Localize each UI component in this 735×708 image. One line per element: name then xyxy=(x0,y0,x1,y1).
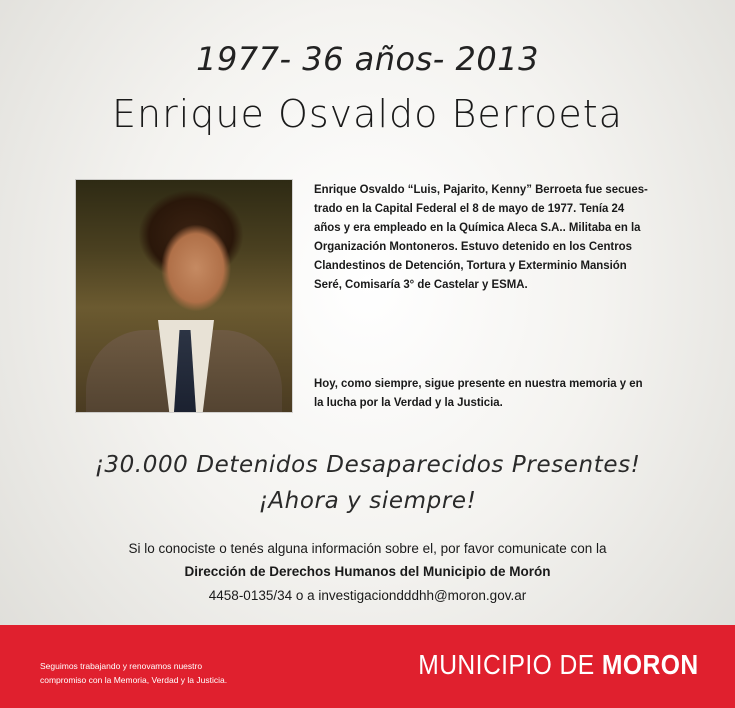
memory-line: la lucha por la Verdad y la Justicia. xyxy=(314,395,503,409)
slogan-line-2: ¡Ahora y siempre! xyxy=(258,488,477,514)
person-name-heading: Enrique Osvaldo Berroeta xyxy=(112,92,623,136)
footer-note xyxy=(40,659,270,687)
bio-line: años y era empleado en la Química Aleca S.A.. Militaba en la xyxy=(314,220,641,234)
footer-note-line: compromiso con la Memoria, Verdad y la Justicia. xyxy=(40,675,228,685)
bio-line: trado en la Capital Federal el 8 de mayo de 1977. Tenía 24 xyxy=(314,201,625,215)
years-heading: 1977- 36 años- 2013 xyxy=(196,40,539,78)
brand-name: MORON xyxy=(602,649,699,680)
footer-note-line: Seguimos trabajando y renovamos nuestro xyxy=(40,661,203,671)
memory-text xyxy=(314,374,691,412)
contact-organization: Dirección de Derechos Humanos del Municipio de Morón xyxy=(184,564,551,579)
contact-intro: Si lo conociste o tenés alguna información sobre el, por favor comunicate con la xyxy=(128,541,607,556)
contact-phone-email: 4458-0135/34 o a investigaciondddhh@moron.gov.ar xyxy=(208,588,527,603)
bio-line: Seré, Comisaría 3° de Castelar y ESMA. xyxy=(314,277,528,291)
bio-line: Organización Montoneros. Estuvo detenido en los Centros xyxy=(314,239,632,253)
bio-line: Clandestinos de Detención, Tortura y Exterminio Mansión xyxy=(314,258,627,272)
memory-line: Hoy, como siempre, sigue presente en nuestra memoria y en xyxy=(314,376,643,390)
municipality-logo-text xyxy=(419,649,699,681)
slogan-line-1: ¡30.000 Detenidos Desaparecidos Presentes! xyxy=(94,452,641,478)
portrait-photo xyxy=(76,180,292,412)
biography-text xyxy=(314,180,691,294)
bio-line: Enrique Osvaldo “Luis, Pajarito, Kenny” Berroeta fue secues- xyxy=(314,182,648,196)
footer-bar xyxy=(0,625,735,708)
brand-prefix: MUNICIPIO DE xyxy=(418,649,603,680)
